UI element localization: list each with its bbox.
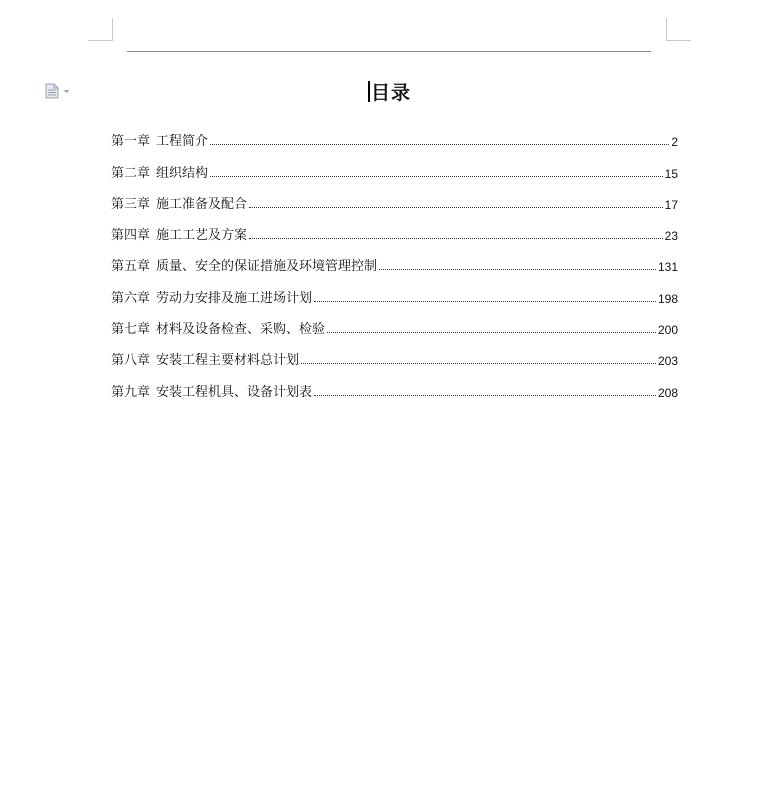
toc-dot-leader [314, 301, 656, 302]
toc-dot-leader [327, 332, 656, 333]
toc-heading[interactable] [0, 78, 779, 105]
toc-page-number: 208 [657, 385, 678, 400]
toc-chapter-title: 质量、安全的保证措施及环境管理控制 [156, 259, 378, 275]
toc-chapter-number: 第四章 [111, 228, 151, 244]
toc-page-number: 200 [657, 323, 678, 338]
table-of-contents [111, 118, 678, 400]
toc-page-number: 23 [664, 229, 678, 244]
toc-chapter-title: 安装工程机具、设备计划表 [156, 384, 313, 400]
toc-dot-leader [249, 207, 663, 208]
toc-dot-leader [301, 363, 656, 364]
toc-chapter-number: 第八章 [111, 353, 151, 369]
toc-chapter-title: 材料及设备检查、采购、检验 [156, 322, 326, 338]
toc-entry[interactable] [111, 368, 678, 399]
toc-dot-leader [314, 395, 656, 396]
toc-chapter-number: 第七章 [111, 322, 151, 338]
toc-dot-leader [379, 269, 656, 270]
toc-chapter-title: 劳动力安排及施工进场计划 [156, 290, 313, 306]
toc-page-number: 198 [657, 291, 678, 306]
toc-page-number: 17 [664, 197, 678, 212]
crop-mark-top-right [666, 18, 691, 41]
toc-chapter-title: 施工工艺及方案 [156, 228, 248, 244]
toc-page-number: 15 [664, 166, 678, 181]
toc-title: 目录 [370, 82, 411, 104]
toc-entry[interactable] [111, 243, 678, 274]
toc-entry[interactable] [111, 337, 678, 368]
text-cursor [368, 81, 370, 102]
toc-chapter-number: 第九章 [111, 384, 151, 400]
toc-chapter-number: 第一章 [111, 134, 151, 150]
toc-entry[interactable] [111, 306, 678, 337]
toc-page-number: 131 [657, 260, 678, 275]
toc-entry[interactable] [111, 212, 678, 243]
toc-entry[interactable] [111, 118, 678, 149]
toc-dot-leader [210, 144, 669, 145]
toc-page-number: 2 [671, 135, 678, 150]
header-rule [127, 51, 651, 52]
toc-dot-leader [249, 238, 663, 239]
toc-entry[interactable] [111, 274, 678, 305]
toc-chapter-number: 第二章 [111, 165, 151, 181]
crop-mark-top-left [88, 18, 113, 41]
toc-entry[interactable] [111, 149, 678, 180]
toc-dot-leader [210, 176, 663, 177]
toc-chapter-number: 第三章 [111, 196, 151, 212]
toc-chapter-title: 施工准备及配合 [156, 196, 248, 212]
toc-page-number: 203 [657, 354, 678, 369]
toc-chapter-title: 组织结构 [156, 165, 209, 181]
toc-chapter-title: 工程简介 [156, 134, 209, 150]
toc-chapter-number: 第六章 [111, 290, 151, 306]
toc-chapter-number: 第五章 [111, 259, 151, 275]
toc-entry[interactable] [111, 181, 678, 212]
toc-chapter-title: 安装工程主要材料总计划 [156, 353, 300, 369]
